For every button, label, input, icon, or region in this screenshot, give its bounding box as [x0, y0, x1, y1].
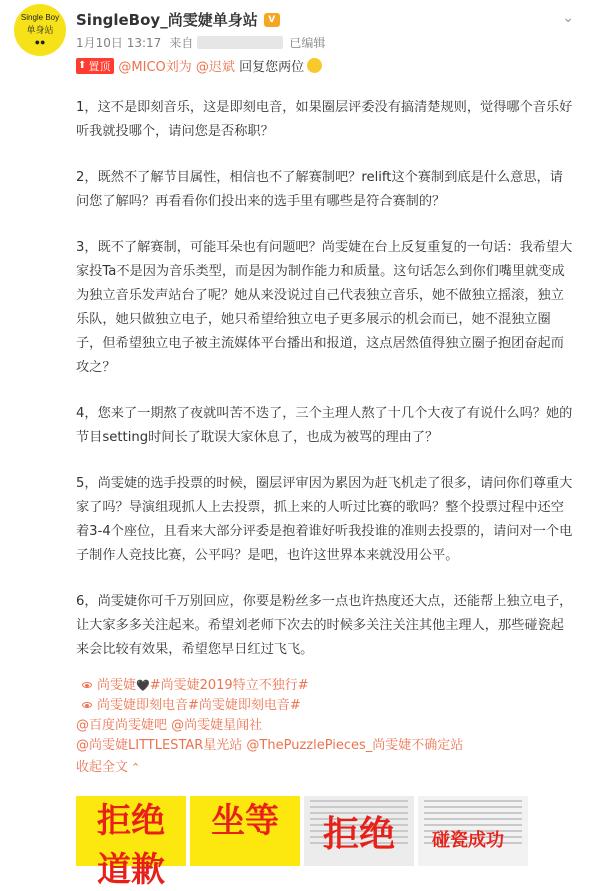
pin-icon: ⬆ — [78, 60, 87, 71]
paragraph: 2，既然不了解节目属性，相信也不了解赛制吧？relift这个赛制到底是什么意思，请问您了解吗？再看看你们投出来的选手里有哪些是符合赛制的？ — [76, 170, 563, 209]
image-thumbnails — [76, 796, 528, 890]
paragraph: 6，尚雯婕你可千万别回应，你要是粉丝多一点也许热度还大点，还能帮上独立电子，让大家多多关注起来。希望刘老师下次去的时候多关注关注其他主理人，那些碰瓷起来会比较有效果，希望您早日红过飞飞。 — [76, 594, 573, 657]
pinned-label: 置顶 — [88, 59, 111, 73]
paragraph: 4，您来了一期熬了夜就叫苦不迭了，三个主理人熬了十几个大夜了有说什么吗？她的节目setting时间长了耽误大家休息了，也成为被骂的理由了？ — [76, 406, 573, 445]
image-thumbnail[interactable] — [418, 796, 528, 866]
super-topic-icon — [82, 700, 94, 712]
author-name-row[interactable] — [76, 9, 280, 30]
chevron-down-icon[interactable]: ⌄ — [562, 10, 574, 26]
paragraph: 5，尚雯婕的选手投票的时候，圈层评审因为累因为赶飞机走了很多，请问你们尊重大家了吗？导演组现抓人上去投票，抓上来的人听过比赛的歌吗？整个投票过程中还空着3-4个座位，且看来大部分评委是抱着谁好听我投谁的准则去投票的，请问对一个电子制作人竞技比赛，公平吗？是吧，也许这世界本来就没用公平。 — [76, 476, 573, 563]
mention-link[interactable]: @MICO刘为 — [118, 60, 192, 75]
super-topic-icon — [82, 680, 94, 692]
smile-emoji-icon — [307, 58, 322, 73]
mention-links[interactable]: @百度尚雯婕吧 @尚雯婕星闻社 — [76, 718, 263, 733]
image-thumbnail[interactable] — [190, 796, 300, 866]
topic-link[interactable]: 尚雯婕 — [97, 678, 137, 693]
heart-emoji-icon: 🖤 — [136, 679, 150, 692]
hashtag-link[interactable]: #尚雯婕2019特立不独行# — [149, 678, 309, 693]
source-prefix: 来自 — [169, 36, 194, 50]
image-thumbnail[interactable] — [76, 796, 186, 890]
author-name[interactable]: SingleBoy_尚雯婕单身站 — [76, 11, 258, 29]
mention-links[interactable]: @尚雯婕LITTLESTAR星光站 @ThePuzzlePieces_尚雯婕不确定站 — [76, 738, 464, 753]
collapse-label[interactable]: 收起全文 — [76, 760, 129, 775]
chevron-up-icon: ⌃ — [131, 761, 141, 774]
image-thumbnail[interactable] — [304, 796, 414, 866]
avatar-subtext: 单身站 — [26, 25, 54, 35]
image-text: 拒绝 — [322, 814, 396, 855]
paragraph: 3，既不了解赛制，可能耳朵也有问题吧？尚雯婕在台上反复重复的一句话：我希望大家投Ta不是因为音乐类型，而是因为制作能力和质量。这句话怎么到你们嘴里就变成为独立音乐发声站台了呢？她从来没说过自己代表独立音乐，她不做独立摇滚，独立乐队，她只做独立电子，她只希望给独立电子更多展示的机会而已，她不混独立圈子，但希望独立电子被主流媒体平台播出和报道，这点居然值得独立圈子抱团奋起而攻之？ — [76, 240, 573, 375]
mention-link[interactable]: @迟斌 — [195, 60, 235, 75]
vip-badge-icon[interactable]: V — [264, 13, 280, 27]
avatar-text: Single Boy — [20, 13, 60, 22]
collapse-button[interactable] — [76, 758, 576, 778]
pinned-badge — [76, 58, 114, 74]
mention-row[interactable] — [76, 736, 576, 756]
post-date[interactable]: 1月10日 13:17 — [76, 36, 162, 50]
topics-section — [76, 676, 576, 778]
pinned-reply-line — [76, 56, 322, 75]
image-text: 拒绝 — [97, 801, 165, 841]
topic-link[interactable]: 尚雯婕即刻电音#尚雯婕即刻电音# — [97, 698, 301, 713]
topic-row[interactable] — [76, 676, 576, 696]
avatar-face-icon: ●● — [34, 37, 46, 47]
source-redacted — [197, 36, 283, 49]
paragraph: 1，这不是即刻音乐，这是即刻电音，如果圈层评委没有搞清楚规则，觉得哪个音乐好听我就投哪个，请问您是否称职？ — [76, 100, 573, 139]
mention-row[interactable] — [76, 716, 576, 736]
post-body — [76, 96, 576, 684]
image-text: 碰瓷成功 — [432, 830, 504, 851]
avatar[interactable] — [14, 4, 66, 56]
image-text: 坐等 — [211, 801, 279, 841]
reply-text: 回复您两位 — [239, 60, 305, 75]
post-meta — [76, 34, 325, 51]
image-text: 道歉 — [97, 850, 165, 890]
edited-label[interactable]: 已编辑 — [289, 36, 326, 50]
topic-row[interactable] — [76, 696, 576, 716]
